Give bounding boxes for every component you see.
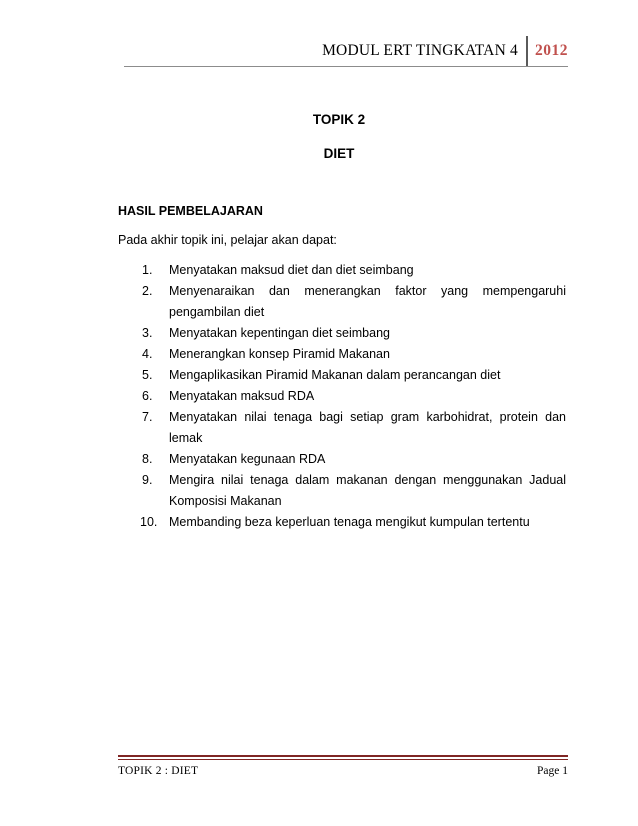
list-item — [142, 386, 566, 407]
list-number: 10. — [140, 515, 158, 529]
list-number: 4. — [142, 347, 153, 361]
list-item — [142, 512, 566, 533]
list-item — [142, 281, 566, 323]
list-number: 3. — [142, 326, 153, 340]
page-number: Page 1 — [537, 765, 568, 777]
footer-topic: TOPIK 2 : DIET — [118, 765, 199, 777]
topic-name: DIET — [323, 146, 355, 161]
list-text: Menyatakan kepentingan diet seimbang — [169, 326, 390, 340]
header-divider — [124, 66, 568, 67]
list-item — [142, 449, 566, 470]
list-text: Menyatakan maksud RDA — [169, 389, 315, 403]
list-text: Membanding beza keperluan tenaga mengikut kumpulan tertentu — [169, 515, 530, 529]
topic-label: TOPIK 2 — [312, 112, 366, 127]
list-number: 9. — [142, 473, 153, 487]
list-item — [142, 323, 566, 344]
list-item — [142, 344, 566, 365]
section-intro: Pada akhir topik ini, pelajar akan dapat: — [118, 233, 337, 247]
list-text: Mengaplikasikan Piramid Makanan dalam perancangan diet — [169, 368, 501, 382]
objectives-list — [142, 260, 566, 533]
page-header — [322, 36, 568, 66]
list-text: Menyenaraikan dan menerangkan faktor yang mempengaruhi pengambilan diet — [169, 284, 566, 319]
list-text: Menyatakan nilai tenaga bagi setiap gram karbohidrat, protein dan lemak — [169, 410, 566, 445]
list-number: 5. — [142, 368, 153, 382]
list-text: Menyatakan maksud diet dan diet seimbang — [169, 263, 414, 277]
list-item — [142, 365, 566, 386]
list-text: Mengira nilai tenaga dalam makanan dengan menggunakan Jadual Komposisi Makanan — [169, 473, 566, 508]
list-number: 8. — [142, 452, 153, 466]
list-number: 6. — [142, 389, 153, 403]
list-item — [142, 260, 566, 281]
list-number: 2. — [142, 284, 153, 298]
section-heading: HASIL PEMBELAJARAN — [118, 204, 263, 218]
list-text: Menyatakan kegunaan RDA — [169, 452, 326, 466]
footer-divider-thin — [118, 759, 568, 760]
list-item — [142, 470, 566, 512]
list-text: Menerangkan konsep Piramid Makanan — [169, 347, 390, 361]
header-year: 2012 — [526, 36, 568, 66]
list-number: 7. — [142, 410, 153, 424]
header-title: MODUL ERT TINGKATAN 4 — [322, 42, 518, 59]
footer-divider — [118, 755, 568, 757]
list-item — [142, 407, 566, 449]
list-number: 1. — [142, 263, 153, 277]
